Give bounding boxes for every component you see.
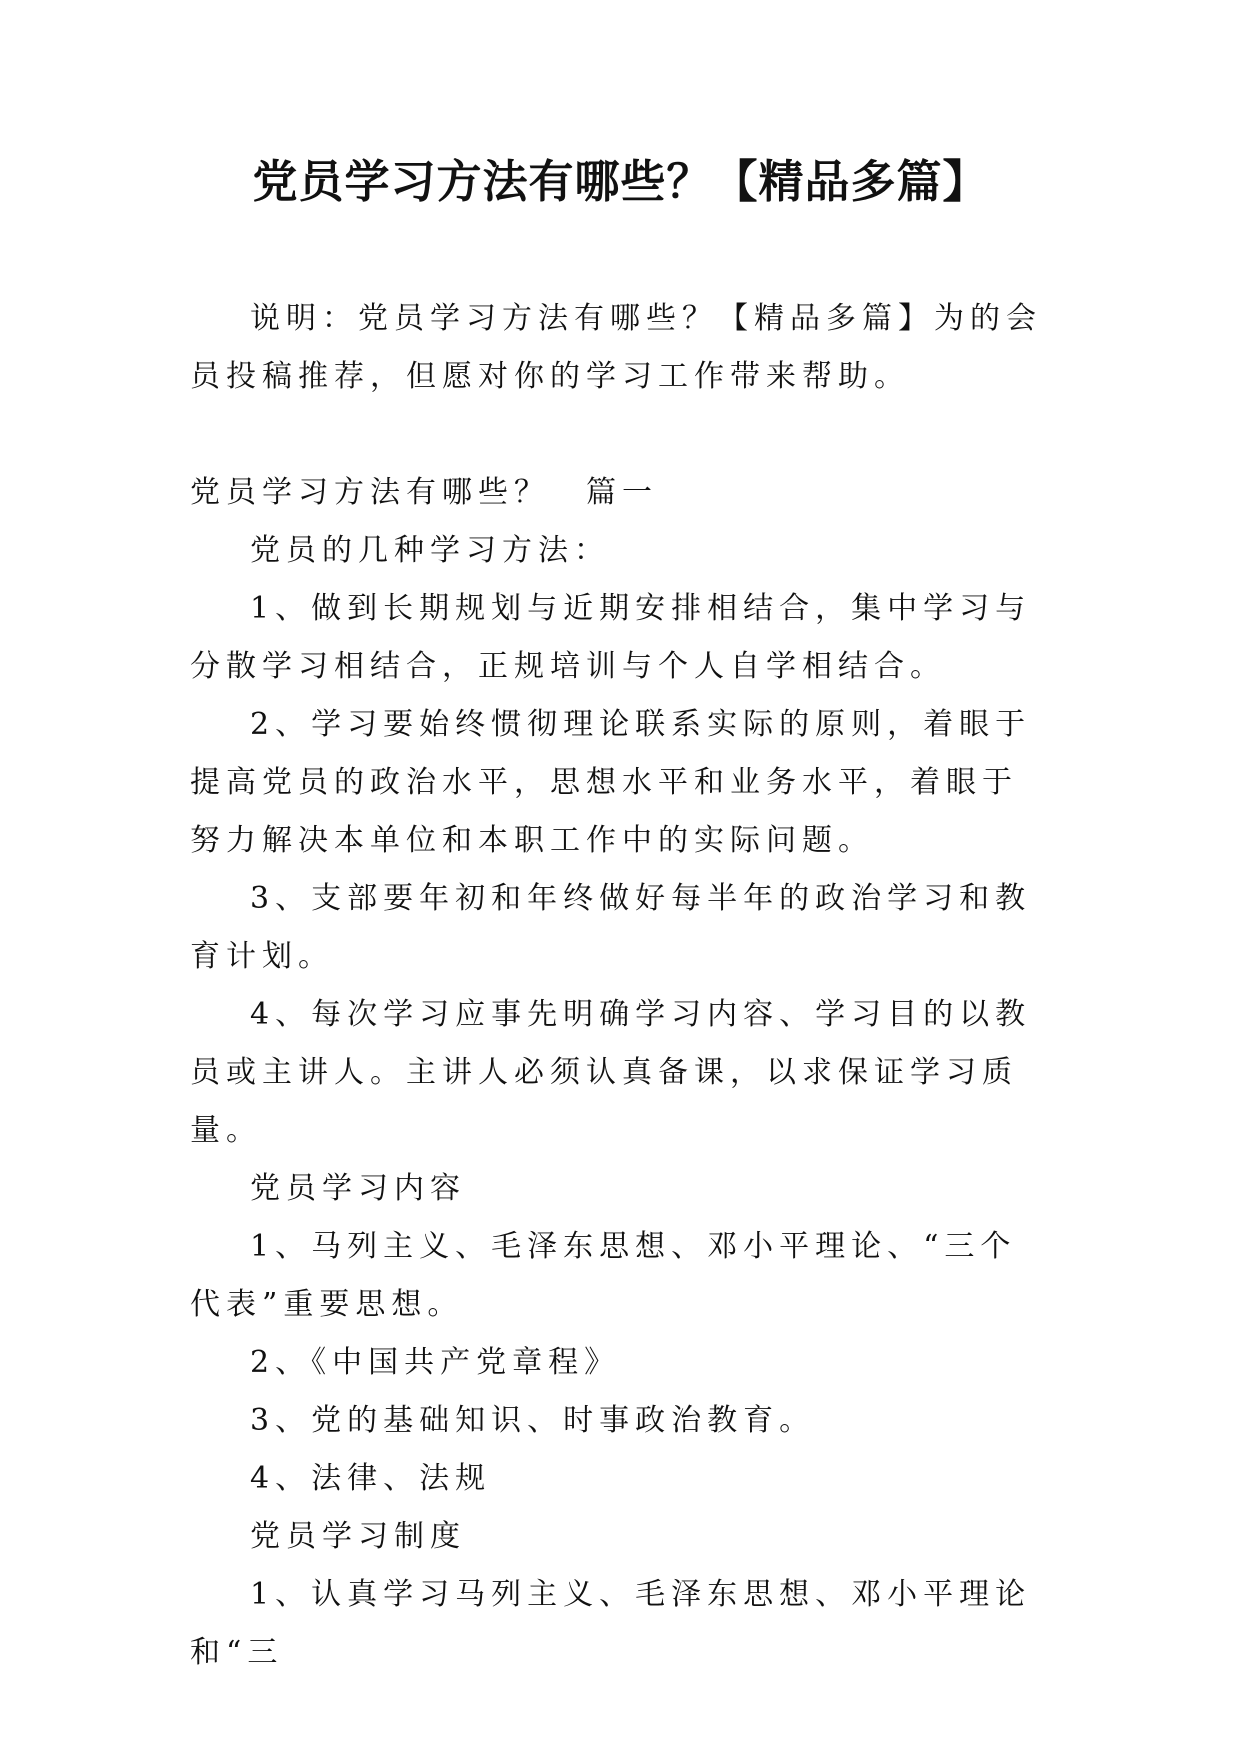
document-body (190, 290, 1052, 1682)
paragraph: 4、法律、法规 (250, 1461, 492, 1496)
paragraph: 1、马列主义、毛泽东思想、邓小平理论、“三个代表”重要思想。 (190, 1229, 1017, 1322)
paragraph: 1、认真学习马列主义、毛泽东思想、邓小平理论和“三 (190, 1577, 1032, 1670)
paragraph: 2、《中国共产党章程》 (250, 1345, 621, 1380)
subheading-content: 党员学习内容 (250, 1171, 466, 1206)
intro-paragraph: 说明：党员学习方法有哪些？【精品多篇】为的会员投稿推荐，但愿对你的学习工作带来帮助。 (190, 301, 1042, 394)
paragraph: 3、支部要年初和年终做好每半年的政治学习和教育计划。 (190, 881, 1032, 974)
paragraph: 4、每次学习应事先明确学习内容、学习目的以教员或主讲人。主讲人必须认真备课，以求保证学习质量。 (190, 997, 1032, 1148)
paragraph: 党员的几种学习方法： (250, 533, 610, 568)
paragraph: 3、党的基础知识、时事政治教育。 (250, 1403, 816, 1438)
paragraph: 1、做到长期规划与近期安排相结合，集中学习与分散学习相结合，正规培训与个人自学相结合。 (190, 591, 1032, 684)
subheading-system: 党员学习制度 (250, 1519, 466, 1554)
document-title: 党员学习方法有哪些？【精品多篇】 (252, 155, 989, 208)
section-heading: 党员学习方法有哪些？ 篇一 (190, 475, 658, 510)
paragraph: 2、学习要始终惯彻理论联系实际的原则，着眼于提高党员的政治水平，思想水平和业务水平，着眼于努力解决本单位和本职工作中的实际问题。 (190, 707, 1032, 858)
